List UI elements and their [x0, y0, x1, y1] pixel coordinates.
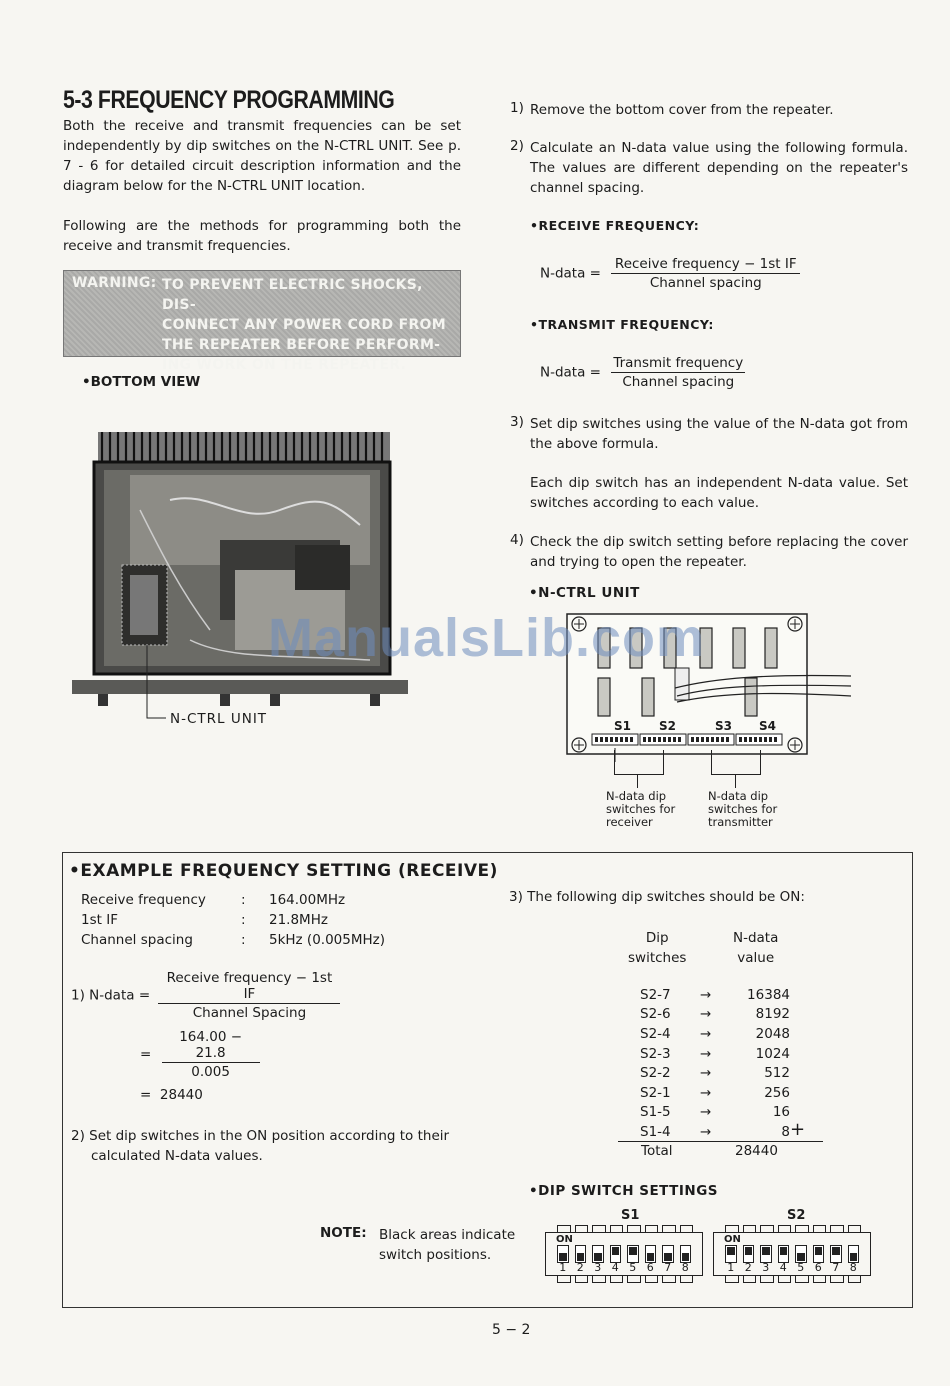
dip-tab	[725, 1225, 739, 1232]
intro-block	[63, 116, 461, 256]
dip-tab	[575, 1225, 589, 1232]
table-cell-switch: S2-2	[640, 1065, 671, 1082]
formula-lhs: N-data =	[540, 265, 601, 282]
table-cell-switch: S2-1	[640, 1084, 671, 1101]
caption-line: switches for	[606, 802, 676, 816]
dip-tab	[627, 1225, 641, 1232]
table-head-line: switches	[628, 950, 687, 966]
table-head-dip	[628, 928, 686, 968]
dip-tab	[557, 1225, 571, 1232]
dip-tab	[813, 1276, 827, 1283]
step-text: Calculate an N-data value using the following formula. The values are different depending on the repeater's channel spacing.	[530, 140, 908, 196]
methods-paragraph: Following are the methods for programming both the receive and transmit frequencies.	[63, 218, 461, 254]
calc-fraction-2	[162, 1029, 260, 1080]
dip-tab	[760, 1276, 774, 1283]
arrow-icon: →	[700, 1045, 712, 1062]
dip-number: 3	[762, 1261, 770, 1274]
caption-line: N-data dip	[606, 789, 667, 803]
dip-tab	[725, 1276, 739, 1283]
example-title: •EXAMPLE FREQUENCY SETTING (RECEIVE)	[69, 861, 498, 881]
formula-denominator: Channel spacing	[649, 275, 762, 291]
dip-on-label: ON	[556, 1234, 573, 1245]
dip-tab	[680, 1225, 694, 1232]
dip-body	[713, 1232, 871, 1276]
formula-lhs: N-data =	[540, 364, 601, 381]
switch-label-s2: S2	[659, 719, 676, 733]
table-cell-value: 16384	[747, 986, 790, 1003]
calc-result: = 28440	[140, 1087, 203, 1103]
caption-line: N-data dip	[708, 789, 769, 803]
bullet-icon: •	[69, 861, 81, 881]
intro-paragraph: Both the receive and transmit frequencies can be set independently by dip switches on the N-CTRL UNIT. See p. 7 - 6 for detailed circuit description information and the diagram below for the N-CTRL UNIT location.	[63, 118, 461, 194]
dip-tab	[795, 1225, 809, 1232]
example-step-2: 2) Set dip switches in the ON position according to their calculated N-data values.	[71, 1128, 450, 1164]
example-params	[81, 890, 385, 950]
dip-tab	[813, 1225, 827, 1232]
param-value: 21.8MHz	[269, 912, 328, 928]
dip-s1-name: S1	[621, 1208, 640, 1223]
param-sep: :	[241, 892, 246, 908]
dip-tab	[680, 1276, 694, 1283]
table-row	[640, 1005, 790, 1025]
dip-number: 5	[629, 1261, 637, 1274]
plus-mark: +	[790, 1119, 806, 1140]
calc-denominator: Channel Spacing	[192, 1005, 307, 1021]
dip-tab	[830, 1276, 844, 1283]
step-3-detail: Each dip switch has an independent N-data value. Set switches according to each value.	[530, 475, 908, 511]
dip-number: 3	[594, 1261, 602, 1274]
dip-number: 1	[727, 1261, 735, 1274]
bullet-icon: •	[82, 374, 91, 390]
receiver-bracket	[614, 750, 664, 775]
transmit-formula	[540, 355, 745, 390]
table-head-line: N-data	[733, 930, 779, 946]
arrow-icon: →	[700, 1084, 712, 1101]
table-cell-value: 512	[764, 1065, 790, 1082]
table-cell-value: 2048	[755, 1025, 790, 1042]
arrow-icon: →	[700, 1025, 712, 1042]
table-head-ndata	[733, 928, 778, 968]
receiver-caption	[606, 790, 675, 829]
transmitter-bracket-stem	[735, 774, 736, 788]
dip-tab	[557, 1276, 571, 1283]
dip-number: 1	[559, 1261, 567, 1274]
warning-label: WARNING:	[72, 275, 157, 291]
warning-line: ING WORK ON THE REPEATER.	[162, 357, 407, 373]
step-number: 4)	[510, 532, 524, 548]
dip-number: 6	[814, 1261, 822, 1274]
table-row	[640, 1024, 790, 1044]
table-cell-switch: S1-5	[640, 1104, 671, 1121]
switch-label-s4: S4	[759, 719, 776, 733]
table-cell-value: 256	[764, 1084, 790, 1101]
dip-tab	[830, 1225, 844, 1232]
table-cell-value: 16	[772, 1104, 790, 1121]
dip-number: 4	[611, 1261, 619, 1274]
bullet-icon: •	[530, 317, 539, 332]
dip-number: 7	[664, 1261, 672, 1274]
dip-tab	[575, 1276, 589, 1283]
dip-tab	[760, 1225, 774, 1232]
page-title: 5-3 FREQUENCY PROGRAMMING	[63, 86, 395, 114]
step-4	[510, 532, 908, 572]
dip-number: 6	[646, 1261, 654, 1274]
dip-tab	[848, 1276, 862, 1283]
bullet-icon: •	[529, 1183, 539, 1199]
right-steps-lower	[510, 414, 908, 572]
step-number: 2)	[510, 138, 524, 154]
dip-number: 7	[832, 1261, 840, 1274]
dip-switch-table	[640, 985, 790, 1142]
dip-number: 2	[576, 1261, 584, 1274]
param-label: Channel spacing	[81, 932, 193, 948]
calc-denominator: 0.005	[191, 1064, 230, 1080]
transmitter-bracket	[711, 750, 761, 775]
dip-number: 8	[849, 1261, 857, 1274]
switch-label-s1: S1	[614, 719, 631, 733]
calc-numerator: 164.00 − 21.8	[162, 1029, 260, 1063]
page-number: 5 − 2	[492, 1322, 531, 1338]
param-row	[81, 930, 385, 950]
dip-tab	[743, 1276, 757, 1283]
calc-fraction-1	[158, 970, 340, 1021]
dip-bottom-tabs	[555, 1276, 695, 1283]
bullet-icon: •	[529, 585, 539, 601]
caption-line: receiver	[606, 815, 653, 829]
calc-lhs: 1) N-data =	[71, 987, 151, 1004]
formula-numerator: Receive frequency − 1st IF	[611, 256, 800, 274]
table-head-line: Dip	[645, 930, 669, 946]
transmit-frequency-label: •TRANSMIT FREQUENCY:	[530, 317, 714, 332]
table-cell-switch: S2-4	[640, 1025, 671, 1042]
dip-top-tabs	[723, 1225, 863, 1232]
step-number: 1)	[510, 100, 524, 116]
warning-box	[63, 270, 461, 373]
dip-tab	[848, 1225, 862, 1232]
step-text: Check the dip switch setting before replacing the cover and trying to open the repeater.	[530, 534, 908, 570]
warning-line: TO PREVENT ELECTRIC SHOCKS, DIS-	[162, 277, 423, 313]
table-cell-switch: S1-4	[640, 1123, 671, 1140]
transmitter-caption	[708, 790, 777, 829]
arrow-icon: →	[700, 1065, 712, 1082]
arrow-icon: →	[700, 1006, 712, 1023]
step-2	[510, 138, 908, 198]
total-divider	[618, 1141, 823, 1142]
table-row	[640, 1103, 790, 1123]
step-number: 3)	[510, 414, 524, 430]
param-label: 1st IF	[81, 912, 118, 928]
table-row	[640, 985, 790, 1005]
dip-tab	[778, 1225, 792, 1232]
dip-switch-s2	[713, 1225, 873, 1285]
dip-on-label: ON	[724, 1234, 741, 1245]
total-label: Total	[641, 1143, 673, 1159]
warning-line: CONNECT ANY POWER CORD FROM	[162, 317, 446, 333]
nctrl-unit-label: •N-CTRL UNIT	[529, 585, 640, 601]
dip-numbers	[722, 1262, 862, 1274]
dip-tab	[795, 1276, 809, 1283]
right-steps	[510, 100, 908, 198]
dip-s2-name: S2	[787, 1208, 806, 1223]
calc-equals: =	[140, 1046, 152, 1063]
dip-tab	[610, 1225, 624, 1232]
dip-tab	[592, 1276, 606, 1283]
formula-numerator: Transmit frequency	[611, 355, 745, 373]
dip-number: 2	[744, 1261, 752, 1274]
repeater-chassis-illustration	[70, 430, 410, 730]
example-box	[62, 852, 913, 1308]
watermark: ManualsLib.com	[268, 608, 706, 668]
receive-formula	[540, 256, 800, 291]
dip-tab	[610, 1276, 624, 1283]
dip-body	[545, 1232, 703, 1276]
dip-tab	[627, 1276, 641, 1283]
arrow-icon: →	[700, 1104, 712, 1121]
table-row	[640, 1044, 790, 1064]
param-value: 5kHz (0.005MHz)	[269, 932, 386, 948]
step-text: Remove the bottom cover from the repeater.	[530, 102, 834, 118]
warning-text	[162, 275, 460, 375]
dip-top-tabs	[555, 1225, 695, 1232]
caption-line: transmitter	[708, 815, 773, 829]
dip-bottom-tabs	[723, 1276, 863, 1283]
table-row	[640, 1083, 790, 1103]
bullet-icon: •	[530, 218, 539, 233]
warning-line: THE REPEATER BEFORE PERFORM-	[162, 337, 441, 353]
arrow-icon: →	[700, 1123, 712, 1140]
table-cell-value: 8192	[755, 1006, 790, 1023]
param-value: 164.00MHz	[269, 892, 346, 908]
step-1	[510, 100, 908, 120]
calc-numerator: Receive frequency − 1st IF	[158, 970, 340, 1004]
bottom-view-photo	[70, 430, 410, 730]
receiver-bracket-stem	[637, 774, 638, 788]
param-row	[81, 890, 385, 910]
table-cell-value: 1024	[755, 1045, 790, 1062]
note-label: NOTE:	[320, 1225, 367, 1241]
param-sep: :	[241, 932, 246, 948]
param-row	[81, 910, 385, 930]
dip-tab	[778, 1276, 792, 1283]
caption-line: switches for	[708, 802, 778, 816]
dip-number: 5	[797, 1261, 805, 1274]
formula-denominator: Channel spacing	[622, 374, 735, 390]
dip-number: 4	[779, 1261, 787, 1274]
table-row	[640, 1063, 790, 1083]
dip-tab	[662, 1225, 676, 1232]
table-cell-switch: S2-3	[640, 1045, 671, 1062]
table-head-line: value	[737, 950, 775, 966]
arrow-icon: →	[700, 986, 712, 1003]
param-label: Receive frequency	[81, 892, 206, 908]
table-cell-switch: S2-6	[640, 1006, 671, 1023]
dip-tab	[645, 1276, 659, 1283]
total-value: 28440	[735, 1143, 778, 1159]
calc-step-2	[140, 1029, 260, 1080]
switch-label-s3: S3	[715, 719, 732, 733]
calc-step-1	[71, 970, 340, 1021]
nctrl-callout-label: N-CTRL UNIT	[170, 711, 268, 727]
formula-fraction	[611, 355, 745, 390]
dip-settings-label: •DIP SWITCH SETTINGS	[529, 1183, 719, 1199]
dip-switch-s1	[545, 1225, 705, 1285]
dip-tab	[662, 1276, 676, 1283]
dip-number: 8	[681, 1261, 689, 1274]
bottom-view-label: •BOTTOM VIEW	[82, 374, 201, 390]
step-text: Set dip switches using the value of the N-data got from the above formula.	[530, 416, 908, 452]
param-sep: :	[241, 912, 246, 928]
dip-tab	[645, 1225, 659, 1232]
formula-fraction	[611, 256, 800, 291]
step-3	[510, 414, 908, 454]
example-step-3: 3) The following dip switches should be ON:	[509, 889, 805, 905]
dip-numbers	[554, 1262, 694, 1274]
table-cell-switch: S2-7	[640, 986, 671, 1003]
dip-tab	[743, 1225, 757, 1232]
table-cell-value: 8	[781, 1123, 790, 1140]
table-row	[640, 1122, 790, 1142]
dip-tab	[592, 1225, 606, 1232]
note-text: Black areas indicate switch positions.	[379, 1227, 516, 1263]
receive-frequency-label: •RECEIVE FREQUENCY:	[530, 218, 700, 233]
